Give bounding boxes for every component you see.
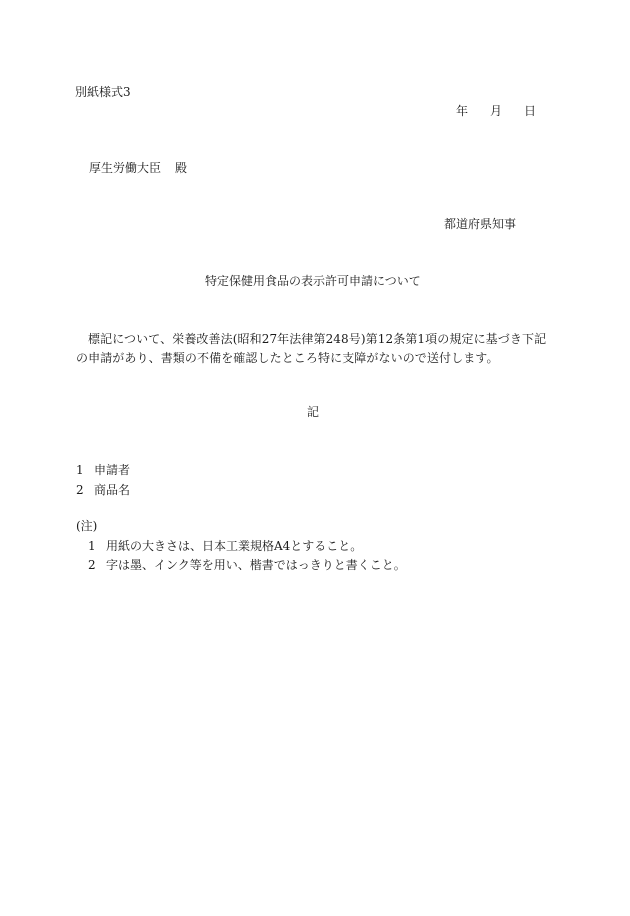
date-line — [456, 103, 536, 119]
addressee-title: 厚生労働大臣 — [89, 161, 162, 175]
list-item — [76, 462, 130, 478]
item-label: 商品名 — [94, 483, 131, 497]
date-month: 月 — [490, 104, 503, 118]
note-number: 1 — [88, 539, 96, 553]
addressee-honorific: 殿 — [175, 161, 188, 175]
note-item — [88, 557, 406, 573]
sender: 都道府県知事 — [444, 217, 517, 231]
date-year: 年 — [456, 104, 469, 118]
body-paragraph: 標記について、栄養改善法(昭和27年法律第248号)第12条第1項の規定に基づき下記の申請があり、書類の不備を確認したところ特に支障がないので送付します。 — [76, 332, 547, 365]
note-number: 2 — [88, 558, 96, 572]
list-item — [76, 482, 130, 498]
note-item — [88, 538, 362, 554]
item-number: 1 — [76, 463, 84, 477]
item-label: 申請者 — [94, 463, 131, 477]
notes-heading: (注) — [76, 519, 98, 533]
ki-heading: 記 — [307, 405, 320, 419]
item-number: 2 — [76, 483, 84, 497]
form-number: 別紙様式3 — [75, 85, 131, 99]
note-text: 字は墨、インク等を用い、楷書ではっきりと書くこと。 — [106, 558, 406, 572]
document-subject: 特定保健用食品の表示許可申請について — [205, 274, 421, 288]
addressee — [89, 160, 187, 176]
note-text: 用紙の大きさは、日本工業規格A4とすること。 — [106, 539, 363, 553]
date-day: 日 — [524, 104, 537, 118]
